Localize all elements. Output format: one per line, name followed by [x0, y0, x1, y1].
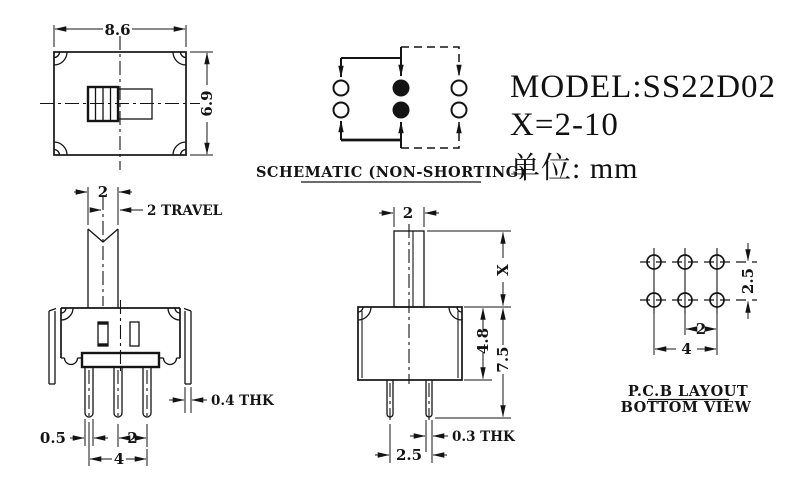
unit-note: 单位: mm	[510, 152, 639, 185]
side-view	[358, 204, 516, 464]
model-number: MODEL:SS22D02	[510, 69, 777, 105]
travel-dimension	[90, 203, 223, 219]
title-block	[510, 69, 776, 185]
pcb-layout-view	[621, 243, 757, 416]
pins-side-view	[387, 380, 432, 420]
pcb-caption-line1: P.C.B LAYOUT	[627, 383, 749, 400]
top-view	[40, 21, 216, 170]
side-knob-width-dimension	[379, 204, 439, 227]
top-view-height-label: 6.9	[198, 90, 216, 117]
knob-front-view	[88, 196, 118, 308]
common-terminal-filled	[393, 80, 410, 97]
pin-width-label: 0.5	[39, 429, 66, 447]
pcb-col-span-label: 4	[681, 340, 692, 358]
pin-thickness-dimension	[410, 420, 516, 463]
schematic-terminals	[334, 80, 467, 119]
pcb-row-pitch-dimension	[739, 243, 757, 319]
height-dimensions	[427, 231, 512, 418]
side-pin-pitch-label: 2.5	[395, 446, 423, 464]
travel-label: 2 TRAVEL	[147, 203, 223, 219]
front-pin-pitch-label: 2	[127, 429, 138, 447]
body-height-label: 4.8	[474, 327, 492, 355]
ear-thickness-label: 0.4 THK	[211, 393, 274, 409]
side-knob-width-label: 2	[402, 204, 414, 222]
front-knob-width-label: 2	[97, 183, 109, 201]
pcb-col-pitch-label: 2	[695, 320, 707, 338]
pins-front-view	[85, 367, 151, 420]
schematic-view	[256, 47, 526, 182]
knob-height-label: X	[494, 264, 512, 276]
top-view-width-label: 8.6	[104, 21, 131, 39]
switch-body-side	[358, 307, 462, 380]
x-range-note: X=2-10	[510, 107, 619, 143]
pcb-caption-line2: BOTTOM VIEW	[620, 399, 752, 416]
pin-width-dimension	[40, 419, 108, 447]
schematic-caption: SCHEMATIC (NON-SHORTING)	[255, 164, 527, 181]
common-terminal-filled	[393, 102, 410, 119]
front-pin-span-label: 4	[113, 450, 125, 468]
front-pin-pitch-dimension	[118, 424, 147, 447]
side-pin-pitch-dimension	[375, 424, 447, 464]
front-view	[40, 183, 275, 468]
pin-thickness-label: 0.3 THK	[452, 429, 515, 445]
knob-side-view	[394, 224, 424, 384]
pcb-row-pitch-label: 2.5	[739, 267, 757, 295]
total-height-label: 7.5	[494, 346, 512, 373]
ear-thickness-dimension	[169, 387, 275, 413]
